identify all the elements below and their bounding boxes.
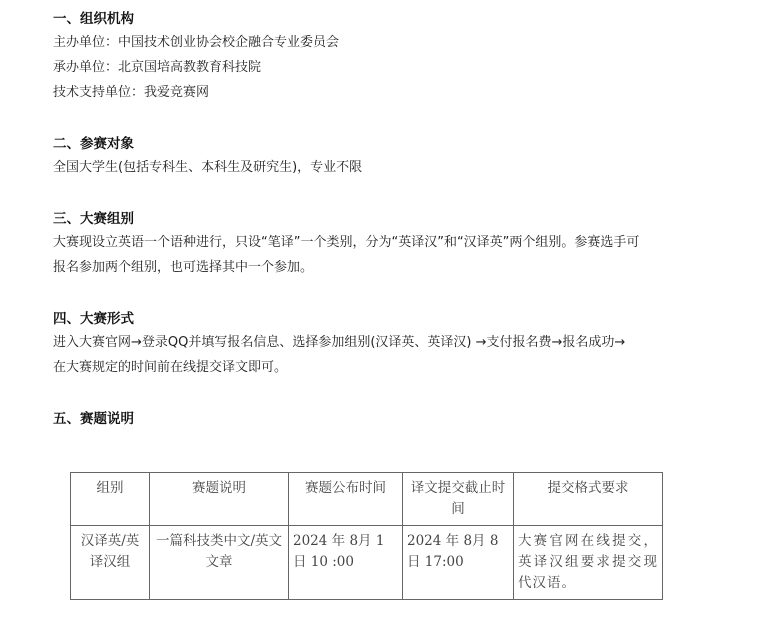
table-header-cell: 赛题说明 <box>150 473 289 526</box>
section-groups <box>53 208 639 280</box>
tech-support-line: 技术支持单位：我爱竞赛网 <box>53 85 210 100</box>
section-format <box>53 308 625 380</box>
topic-table <box>70 472 663 600</box>
table-cell: 汉译英/英译汉组 <box>71 526 150 600</box>
table-header-cell: 提交格式要求 <box>514 473 663 526</box>
table-cell: 2024 年 8月 1 日 10 :00 <box>289 526 403 600</box>
table-header-cell: 赛题公布时间 <box>289 473 403 526</box>
table-header-cell: 组别 <box>71 473 150 526</box>
participants-line: 全国大学生(包括专科生、本科生及研究生)，专业不限 <box>53 160 363 175</box>
section-heading: 二、参赛对象 <box>53 136 134 152</box>
section-topic <box>53 408 134 430</box>
format-line-1: 进入大赛官网→登录QQ并填写报名信息、选择参加组别(汉译英、英译汉) →支付报名费→报名成功→ <box>53 335 626 350</box>
host-line: 承办单位：北京国培高教教育科技院 <box>53 60 262 75</box>
section-organization <box>53 8 339 105</box>
section-heading: 四、大赛形式 <box>53 311 134 327</box>
groups-line-1: 大赛现设立英语一个语种进行，只设“笔译”一个类别，分为“英译汉”和“汉译英”两个组别。参赛选手可 <box>53 235 640 250</box>
section-heading: 一、组织机构 <box>53 11 134 27</box>
groups-line-2: 报名参加两个组别，也可选择其中一个参加。 <box>53 260 314 275</box>
table-header-row <box>71 473 663 526</box>
table-header-cell: 译文提交截止时间 <box>403 473 514 526</box>
section-heading: 三、大赛组别 <box>53 211 134 227</box>
format-line-2: 在大赛规定的时间前在线提交译文即可。 <box>53 360 288 375</box>
section-heading: 五、赛题说明 <box>53 411 134 427</box>
section-participants <box>53 133 362 180</box>
table-cell: 2024 年 8月 8 日 17:00 <box>403 526 514 600</box>
table-row <box>71 526 663 600</box>
topic-table-wrapper <box>70 472 663 600</box>
organizer-line: 主办单位：中国技术创业协会校企融合专业委员会 <box>53 35 340 50</box>
table-cell: 一篇科技类中文/英文文章 <box>150 526 289 600</box>
table-cell: 大赛官网在线提交，英译汉组要求提交现代汉语。 <box>514 526 663 600</box>
